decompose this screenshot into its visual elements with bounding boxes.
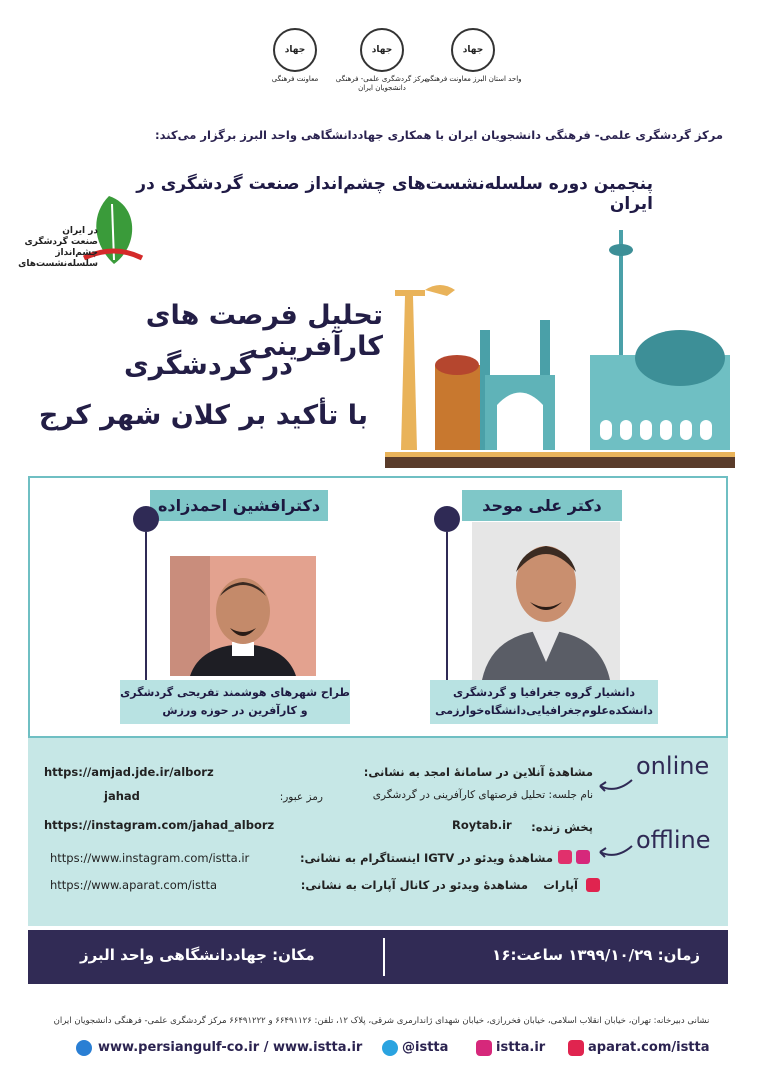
- aparat-link[interactable]: aparat.com/istta: [588, 1040, 710, 1055]
- jahad-logo-icon: جهاد: [360, 28, 404, 72]
- logo-caption: مرکز گردشگری علمی- فرهنگی دانشجویان ایران: [335, 75, 429, 92]
- timeline-line: [446, 532, 448, 682]
- logo-caption: معاونت فرهنگی: [271, 75, 319, 83]
- contact-links: [20, 1036, 743, 1060]
- telegram-icon: [382, 1040, 398, 1056]
- aparat-icon: [568, 1040, 584, 1056]
- event-time: زمان: ۱۳۹۹/۱۰/۲۹ ساعت:۱۶: [492, 946, 700, 964]
- igtv-text: مشاهدهٔ ویدئو در IGTV اینستاگرام به نشانی:: [299, 851, 553, 865]
- speaker-right-name: دکتر علی موحد: [462, 490, 622, 521]
- live-label: پخش زنده:: [531, 820, 593, 834]
- watch-online-text: مشاهدهٔ آنلاین در سامانهٔ امجد به نشانی:: [363, 765, 593, 779]
- series-title: پنجمین دوره سلسله‌نشست‌های چشم‌انداز صنعت گردشگری در ایران: [136, 174, 653, 214]
- instagram-icon: [576, 850, 590, 864]
- speaker-left-name: دکترافشین احمدزاده: [150, 490, 328, 521]
- speaker-right-caption: دانشیار گروه جغرافیا و گردشگری دانشکده‌علوم‌جغرافیایی‌دانشگاه‌خوارزمی: [430, 680, 658, 724]
- city-skyline-icon: [385, 190, 735, 470]
- speaker-right-photo: [472, 522, 620, 680]
- bullet-dot-icon: [434, 506, 460, 532]
- event-details-bar: [28, 930, 728, 984]
- timeline-line: [145, 532, 147, 682]
- logo-alborz: [418, 28, 528, 84]
- telegram-link[interactable]: @istta: [402, 1040, 449, 1055]
- offline-label: offline: [636, 826, 711, 854]
- aparat-url-link[interactable]: https://www.aparat.com/istta: [50, 878, 218, 892]
- online-label: online: [636, 752, 710, 780]
- arrow-curve-icon: [596, 842, 636, 862]
- speaker-left-caption: طراح شهرهای هوشمند تفریحی گردشگری و کارآفرین در حوزه ورزش: [120, 680, 350, 724]
- instagram-live-link[interactable]: https://instagram.com/jahad_alborz: [44, 818, 275, 832]
- password-label: رمز عبور:: [279, 791, 323, 803]
- igtv-icon: [558, 850, 572, 864]
- secretariat-address: نشانی دبیرخانه: تهران، خیابان انقلاب اسلامی، خیابان فخررازی، خیابان شهدای ژاندارمری شرقی، پلاک ۱۲، تلفن: ۶۶۴۹۱۱۲۶ و ۶۶۴۹۱۲۲۲ مرکز گردشگری علمی- فرهنگی دانشجویان ایران: [53, 1016, 710, 1026]
- aparat-brand: آپارات: [543, 878, 578, 892]
- intro-text: مرکز گردشگری علمی- فرهنگی دانشجویان ایران با همکاری جهاددانشگاهی واحد البرز برگزار می‌کند:: [155, 128, 723, 142]
- igtv-url-link[interactable]: https://www.instagram.com/istta.ir: [50, 851, 250, 865]
- session-name-text: نام جلسه: تحلیل فرصتهای کارآفرینی در گردشگری: [372, 789, 593, 801]
- live-value[interactable]: Roytab.ir: [452, 818, 512, 832]
- aparat-icon: [586, 878, 600, 892]
- divider: [383, 938, 385, 976]
- title-line-3: با تأکید بر کلان شهر کرج: [38, 400, 368, 431]
- instagram-icon: [476, 1040, 492, 1056]
- logo-caption: واحد استان البرز معاونت فرهنگی: [424, 75, 522, 83]
- bullet-dot-icon: [133, 506, 159, 532]
- person-portrait-icon: [170, 556, 316, 676]
- jahad-logo-icon: جهاد: [451, 28, 495, 72]
- event-place: مکان: جهاددانشگاهی واحد البرز: [80, 946, 315, 964]
- skyline-illustration: [385, 190, 735, 470]
- title-line-2: در گردشگری: [124, 350, 293, 381]
- person-portrait-icon: [472, 522, 620, 680]
- instagram-link[interactable]: istta.ir: [496, 1040, 546, 1055]
- arrow-curve-icon: [596, 776, 636, 796]
- series-logo: در ایران صنعت گردشگری چشم‌انداز سلسله‌نشست‌های: [14, 186, 164, 286]
- aparat-text: مشاهدهٔ ویدئو در کانال آپارات به نشانی:: [300, 878, 528, 892]
- speaker-left-photo: [170, 556, 316, 676]
- internet-explorer-icon: [76, 1040, 92, 1056]
- website-link[interactable]: www.persiangulf-co.ir / www.istta.ir: [98, 1040, 363, 1055]
- title-line-1: تحلیل فرصت های کارآفرینی: [145, 300, 383, 362]
- amjad-url-link[interactable]: https://amjad.jde.ir/alborz: [44, 765, 214, 779]
- jahad-logo-icon: جهاد: [273, 28, 317, 72]
- password-value: jahad: [104, 789, 140, 803]
